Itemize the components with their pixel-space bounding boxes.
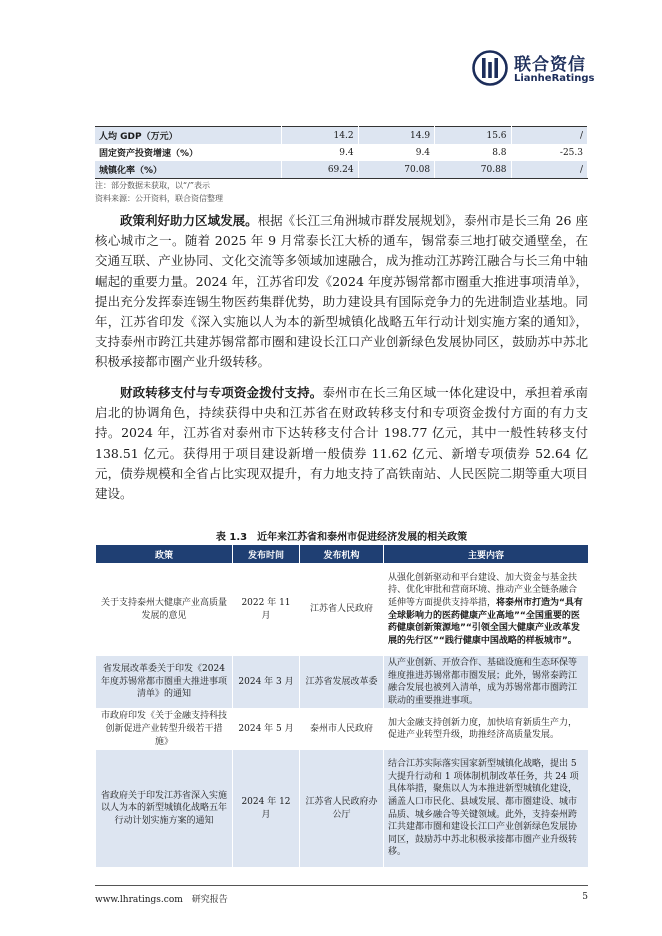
policy-name: 省政府关于印发江苏省深入实施以人为本的新型城镇化战略五年行动计划实施方案的通知 (96, 750, 233, 868)
paragraph-policy (95, 211, 588, 373)
table-row (96, 564, 589, 656)
content-text: 结合江苏实际落实国家新型城镇化战略，提出 5 大提升行动和 1 项体制机制改革任务，共 24 项具体举措，聚焦以人为本推进新型城镇化建设，涵盖人口市民化、县域发展、都市圈建设、城市品质、城乡融合等关键领域。此外，支持泰州跨江共建都市圈和建设长江口产业创新绿色发展协同区，鼓励苏中苏北积极承接都市圈产业升级转移。 (388, 759, 579, 858)
content-text: 加大金融支持创新力度，加快培育新质生产力，促进产业转型升级，助推经济高质量发展。 (388, 717, 578, 741)
cell-value: 70.08 (358, 161, 434, 179)
column-header: 政策 (96, 545, 233, 564)
policy-name: 省发展改革委关于印发《2024 年度苏锡常都市圈重大推进事项清单》的通知 (96, 656, 233, 709)
policy-date: 2022 年 11 月 (233, 564, 300, 656)
cell-value: -25.3 (511, 144, 587, 161)
policy-date: 2024 年 5 月 (233, 709, 300, 750)
column-header: 发布时间 (233, 545, 300, 564)
policy-name: 市政府印发《关于金融支持科技创新促进产业转型升级若干措施》 (96, 709, 233, 750)
row-label: 人均 GDP（万元） (95, 127, 282, 145)
paragraph-title: 政策利好助力区域发展。 (120, 213, 258, 228)
table-row (95, 127, 588, 145)
footer-website: www.lhratings.com 研究报告 (95, 895, 228, 905)
table-header-row (96, 545, 589, 564)
cell-value: / (511, 161, 587, 179)
cell-value: 69.24 (282, 161, 358, 179)
table-note: 注：部分数据未获取，以“/”表示 (95, 181, 210, 190)
logo-chinese-name: 联合资信 (514, 55, 586, 75)
cell-value: 8.8 (435, 144, 511, 161)
cell-value: / (511, 127, 587, 145)
cell-value: 14.2 (282, 127, 358, 145)
table-row (96, 709, 589, 750)
paragraph-text: 根据《长江三角洲城市群发展规划》，泰州市是长三角 26 座核心城市之一。随着 2025 年 9 月常泰长江大桥的通车，锡常泰三地打破交通壁垒，在交通互联、产业协同、文化交流等多领域加速融合，成为推动江苏跨江融合与长三角中轴崛起的重要力量。2024 年，江苏省印发《2024 年度苏锡常都市圈重大推进事项清单》，提出充分发挥泰连锡生物医药集群优势，助力建设具有国际竞争力的先进制造业基地。同年，江苏省印发《深入实施以人为本的新型城镇化战略五年行动计划实施方案的通知》，支持泰州市跨江共建苏锡常都市圈和建设长江口产业创新绿色发展协同区，鼓励苏中苏北积极承接都市圈产业升级转移。 (95, 213, 588, 370)
table-row (95, 144, 588, 161)
policy-content (384, 656, 589, 709)
policy-org: 江苏省发展改革委 (300, 656, 384, 709)
policy-table (95, 544, 589, 868)
company-logo (472, 48, 602, 92)
table-caption: 表 1.3 近年来江苏省和泰州市促进经济发展的相关政策 (215, 532, 468, 543)
cell-value: 70.88 (435, 161, 511, 179)
content-emphasis: 将泰州市打造为“具有全球影响力的医药健康产业高地”“全国重要的医药健康创新策源地”“引领全国大健康产业改革发展的先行区”“践行健康中国战略的样板城市”。 (388, 597, 583, 646)
logo-english-name: LianheRatings (514, 73, 595, 84)
row-label: 城镇化率（%） (95, 161, 282, 179)
cell-value: 15.6 (435, 127, 511, 145)
table-row (95, 161, 588, 179)
economic-stats-table (95, 126, 588, 179)
paragraph-text: 泰州市在长三角区域一体化建设中，承担着承南启北的协调角色，持续获得中央和江苏省在财政转移支付和专项资金拨付方面的有力支持。2024 年，江苏省对泰州市下达转移支付合计 198.77 亿元，其中一般性转移支付 138.51 亿元。获得用于项目建设新增一般债券 11.62 亿元、新增专项债券 52.64 亿元，债券规模和全省占比实现双提升，有力地支持了高铁南站、人民医院二期等重大项目建设。 (95, 385, 588, 502)
table-row (96, 750, 589, 868)
policy-name: 关于支持泰州大健康产业高质量发展的意见 (96, 564, 233, 656)
table-source: 资料来源：公开资料，联合资信整理 (95, 194, 223, 203)
cell-value: 14.9 (358, 127, 434, 145)
row-label: 固定资产投资增速（%） (95, 144, 282, 161)
paragraph-fiscal (95, 383, 588, 504)
policy-content (384, 564, 589, 656)
policy-org: 泰州市人民政府 (300, 709, 384, 750)
policy-date: 2024 年 12 月 (233, 750, 300, 868)
policy-content (384, 709, 589, 750)
page-number: 5 (582, 892, 588, 902)
content-text: 从产业创新、开放合作、基础设施和生态环保等维度推进苏锡常都市圈发展；此外，锡常泰跨江融合发展也被列入清单，成为苏锡常都市圈跨江联动的重要推进事项。 (388, 658, 578, 706)
column-header: 发布机构 (300, 545, 384, 564)
policy-date: 2024 年 3 月 (233, 656, 300, 709)
policy-content (384, 750, 589, 868)
paragraph-title: 财政转移支付与专项资金拨付支持。 (120, 385, 323, 400)
cell-value: 9.4 (358, 144, 434, 161)
column-header: 主要内容 (384, 545, 589, 564)
content-text: 从强化创新驱动和平台建设、加大资金与基金扶持、优化审批和营商环境、推动产业全链条融合延伸等方面提供支持举措， (388, 572, 578, 608)
cell-value: 9.4 (282, 144, 358, 161)
table-row (96, 656, 589, 709)
policy-org: 江苏省人民政府办公厅 (300, 750, 384, 868)
footer-divider (95, 885, 588, 886)
policy-org: 江苏省人民政府 (300, 564, 384, 656)
lianhe-logo-icon (472, 50, 508, 86)
